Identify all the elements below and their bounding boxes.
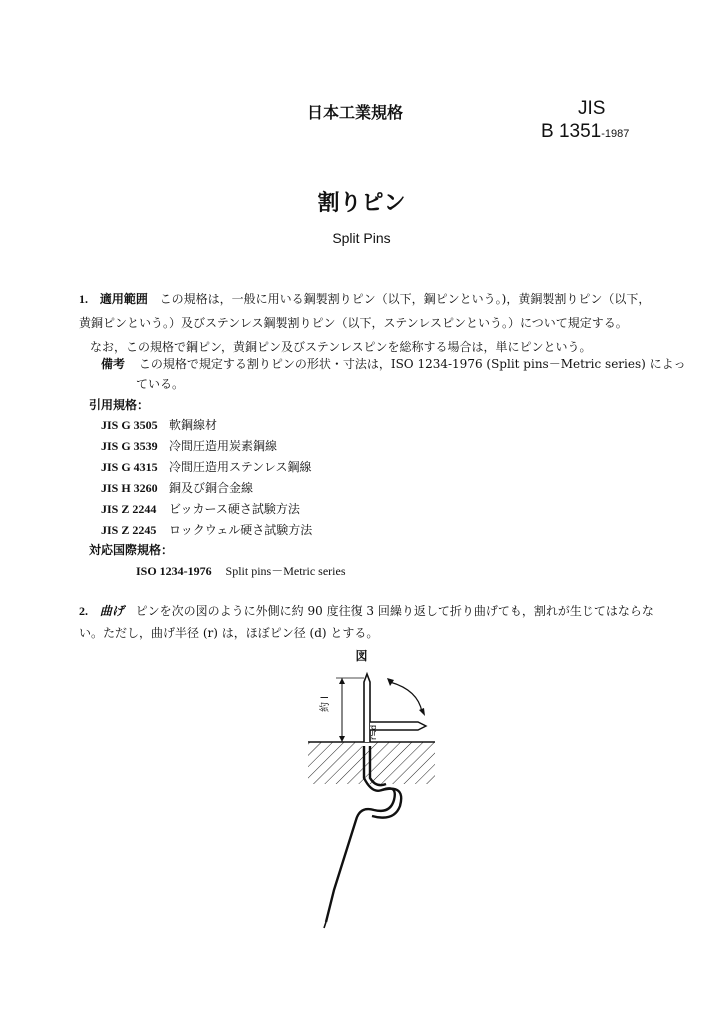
radius-label: r≒d <box>369 724 378 740</box>
standard-org-title: 日本工業規格 <box>307 103 404 122</box>
jis-label: JIS <box>578 98 606 119</box>
intl-code: ISO 1234-1976 <box>136 564 212 578</box>
bending-test-figure <box>290 660 450 930</box>
dimension-label: 約 l <box>320 696 331 712</box>
ref-code: JIS G 3505 <box>101 418 158 432</box>
page-subtitle: Split Pins <box>332 230 391 246</box>
ref-code: JIS Z 2245 <box>101 523 157 537</box>
section2-text-1: ピンを次の図のように外側に約 90 度往復 3 回繰り返して折り曲げても，割れが生じてはならな <box>135 604 654 618</box>
ref-code: JIS H 3260 <box>101 481 158 495</box>
page-title: 割りピン <box>317 191 406 216</box>
bend-arrow-icon <box>390 682 422 712</box>
section2-line1 <box>79 604 654 618</box>
figure-label: 図 <box>355 649 368 663</box>
ref-code: JIS G 4315 <box>101 460 158 474</box>
ref-code: JIS Z 2244 <box>101 502 157 516</box>
ref-name: 冷間圧造用ステンレス鋼線 <box>169 460 312 474</box>
section1-text-1: この規格は，一般に用いる鋼製割りピン（以下，鋼ピンという。)，黄銅製割りピン（以下， <box>159 292 651 306</box>
section1-heading: 適用範囲 <box>99 292 148 306</box>
ref-name: ロックウェル硬さ試験方法 <box>169 523 313 537</box>
section2-heading: 曲げ <box>99 604 124 618</box>
ref-name: 軟鋼線材 <box>169 418 218 432</box>
intl-standard-row <box>136 564 346 578</box>
section2-text-2: い。ただし，曲げ半径 (r) は，ほぼピン径 (d) とする。 <box>79 626 379 640</box>
standard-year: -1987 <box>601 128 630 140</box>
remark-line1 <box>101 357 686 371</box>
intl-name: Split pins－Metric series <box>225 564 346 578</box>
intl-standards-heading: 対応国際規格： <box>89 543 174 557</box>
ref-row <box>101 523 312 537</box>
section1-text-3: なお，この規格で鋼ピン，黄銅ピン及びステンレスピンを総称する場合は，単にピンという。 <box>90 340 592 354</box>
ref-row <box>101 502 300 516</box>
ref-name: 冷間圧造用炭素鋼線 <box>169 439 278 453</box>
ref-name: ビッカース硬さ試験方法 <box>169 502 300 516</box>
standard-number-main: B 1351 <box>541 121 602 142</box>
ref-row <box>101 460 312 474</box>
section1-number: 1. <box>79 292 88 306</box>
vise-block <box>308 742 435 784</box>
section1-line1 <box>79 292 650 306</box>
ref-name: 銅及び銅合金線 <box>169 481 254 495</box>
section2-number: 2. <box>79 604 88 618</box>
ref-row <box>101 481 253 495</box>
ref-row <box>101 418 217 432</box>
remark-text-1: この規格で規定する割りピンの形状・寸法は，ISO 1234-1976 (Split pins－Metric series) によっ <box>138 357 686 371</box>
standard-number <box>541 121 629 143</box>
refs-heading: 引用規格： <box>89 398 150 412</box>
ref-code: JIS G 3539 <box>101 439 158 453</box>
remark-label: 備考 <box>101 357 126 371</box>
ref-row <box>101 439 277 453</box>
pin-eye <box>372 789 401 818</box>
pin-bent-position <box>370 722 426 730</box>
section1-text-2: 黄銅ピンという。）及びステンレス鋼製割りピン（以下，ステンレスピンという。）について規定する。 <box>79 316 628 330</box>
remark-text-2: ている。 <box>136 377 185 391</box>
